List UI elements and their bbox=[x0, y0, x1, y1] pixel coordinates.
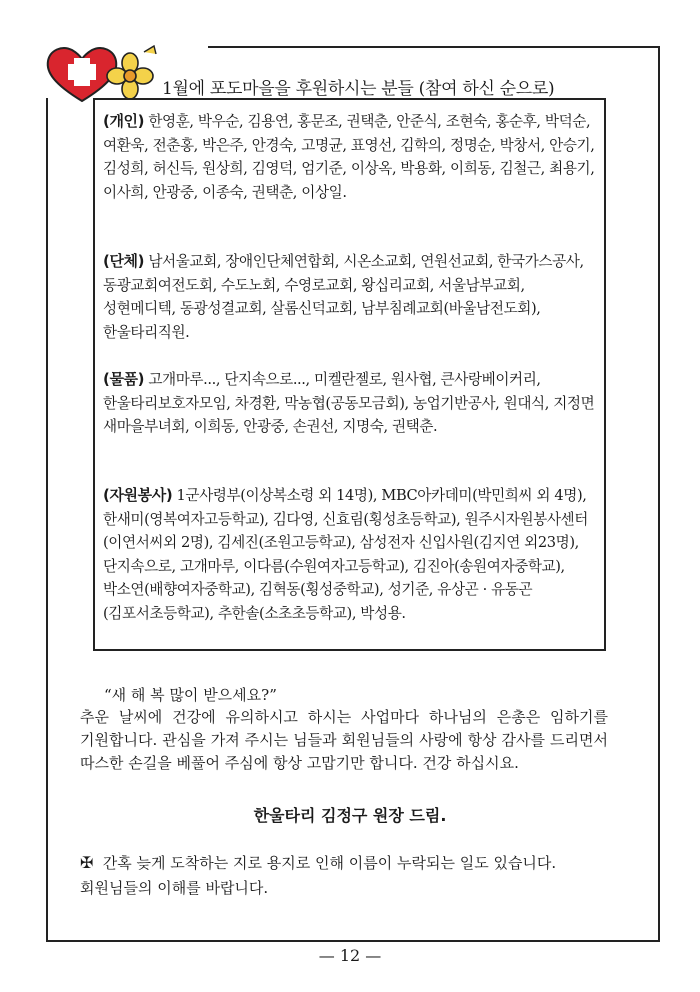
donor-list-box bbox=[93, 98, 606, 651]
group-donor-names: 남서울교회, 장애인단체연합회, 시온소교회, 연원선교회, 한국가스공사, 동광교회여전도회, 수도노회, 수영로교회, 왕십리교회, 서울남부교회, 성현메디텍, 동광성결교회, 살롬신덕교회, 남부침례교회(바울남전도회), 한울타리직원. bbox=[103, 253, 584, 341]
volunteer-names: 1군사령부(이상복소령 외 14명), MBC아카데미(박민희씨 외 4명), 한새미(영복여자고등학교), 김다영, 신효림(횡성초등학교), 원주시자원봉사센터(이연서씨외 2명), 김세진(조원고등학교), 삼성전자 신입사원(김지연 외23명), 단지속으로, 고개마루, 이다름(수원여자고등학교), 김진아(송원여자중학교), 박소연(배향여자중학교), 김혁동(횡성중학교), 성기준, 유상곤 · 유동곤(김포서초등학교), 추한솔(소초초등학교), 박성용. bbox=[103, 487, 588, 622]
omission-notice bbox=[80, 850, 608, 901]
section-label-groups: (단체) bbox=[103, 252, 145, 270]
donor-section-groups bbox=[103, 250, 601, 344]
maltese-cross-icon: ✠ bbox=[80, 853, 94, 872]
section-label-individuals: (개인) bbox=[103, 112, 145, 130]
top-rule bbox=[208, 46, 660, 48]
donor-section-individuals bbox=[103, 110, 601, 204]
goods-donor-names: 고개마루..., 단지속으로..., 미켈란젤로, 원사협, 큰사랑베이커리, 한울타리보호자모임, 차경환, 막농협(공동모금회), 농업기반공사, 원대식, 지정면 새마을부녀회, 이희동, 안광중, 손권선, 지명숙, 권택춘. bbox=[103, 371, 595, 436]
thank-you-message: 추운 날씨에 건강에 유의하시고 하시는 사업마다 하나님의 은총은 임하기를 기원합니다. 관심을 가져 주시는 님들과 회원님들의 사랑에 항상 감사를 드리면서 따스한 손길을 베풀어 주심에 항상 고맙기만 합니다. 건강 하십시요. bbox=[80, 708, 608, 772]
individual-donor-names: 한영훈, 박우순, 김용연, 홍문조, 권택춘, 안준식, 조현숙, 홍순후, 박덕순, 여환욱, 전춘홍, 박은주, 안경숙, 고명균, 표영선, 김학의, 정명순, 박창서, 안승기, 김성희, 허신득, 원상희, 김영덕, 엄기준, 이상옥, 박용화, 이희동, 김철근, 최용기, 이사희, 안광중, 이종숙, 권택춘, 이상일. bbox=[103, 113, 595, 201]
notice-text: 간혹 늦게 도착하는 지로 용지로 인해 이름이 누락되는 일도 있습니다. 회원님들의 이해를 바랍니다. bbox=[80, 854, 557, 897]
greeting-quote: “새 해 복 많이 받으세요?” bbox=[104, 686, 277, 704]
donor-section-goods bbox=[103, 368, 601, 439]
heart-flower-logo-icon bbox=[44, 44, 159, 104]
page-number: — 12 — bbox=[318, 946, 382, 965]
bottom-rule bbox=[46, 940, 660, 942]
section-label-volunteers: (자원봉사) bbox=[103, 486, 173, 504]
page-title: 1월에 포도마을을 후원하시는 분들 (참여 하신 순으로) bbox=[162, 79, 555, 99]
director-signature: 한울타리 김정구 원장 드림. bbox=[253, 806, 447, 825]
donor-section-volunteers bbox=[103, 484, 601, 626]
section-label-goods: (물품) bbox=[103, 370, 145, 388]
